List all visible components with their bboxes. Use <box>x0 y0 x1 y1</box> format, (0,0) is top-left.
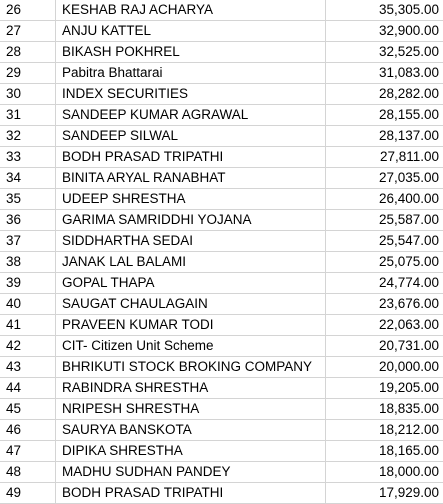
table-row[interactable] <box>0 42 443 63</box>
amount-cell[interactable]: 17,929.00 <box>325 483 443 503</box>
amount-cell[interactable]: 35,305.00 <box>325 0 443 20</box>
table-row[interactable] <box>0 168 443 189</box>
amount-cell[interactable]: 20,731.00 <box>325 336 443 356</box>
amount-cell[interactable]: 24,774.00 <box>325 273 443 293</box>
name-cell[interactable]: NRIPESH SHRESTHA <box>55 399 325 419</box>
row-number-cell[interactable]: 36 <box>6 212 22 227</box>
table-row[interactable] <box>0 315 443 336</box>
table-row[interactable] <box>0 21 443 42</box>
amount-cell[interactable]: 27,035.00 <box>325 168 443 188</box>
row-number-cell[interactable]: 49 <box>6 485 22 500</box>
row-number-cell[interactable]: 31 <box>6 107 22 122</box>
name-cell[interactable]: BODH PRASAD TRIPATHI <box>55 147 325 167</box>
amount-cell[interactable]: 27,811.00 <box>325 147 443 167</box>
name-cell[interactable]: UDEEP SHRESTHA <box>55 189 325 209</box>
row-number-cell[interactable]: 40 <box>6 296 22 311</box>
table-row[interactable] <box>0 273 443 294</box>
name-cell[interactable]: GARIMA SAMRIDDHI YOJANA <box>55 210 325 230</box>
name-cell[interactable]: JANAK LAL BALAMI <box>55 252 325 272</box>
amount-cell[interactable]: 19,205.00 <box>325 378 443 398</box>
table-row[interactable] <box>0 147 443 168</box>
row-number-cell[interactable]: 47 <box>6 443 22 458</box>
row-number-cell[interactable]: 27 <box>6 23 22 38</box>
table-row[interactable] <box>0 399 443 420</box>
table-row[interactable] <box>0 126 443 147</box>
table-row[interactable] <box>0 420 443 441</box>
row-number-cell[interactable]: 38 <box>6 254 22 269</box>
row-number-cell[interactable]: 37 <box>6 233 22 248</box>
name-cell[interactable]: BHRIKUTI STOCK BROKING COMPANY <box>55 357 325 377</box>
name-cell[interactable]: DIPIKA SHRESTHA <box>55 441 325 461</box>
name-cell[interactable]: KESHAB RAJ ACHARYA <box>55 0 325 20</box>
name-cell[interactable]: CIT- Citizen Unit Scheme <box>55 336 325 356</box>
row-number-cell[interactable]: 42 <box>6 338 22 353</box>
row-number-cell[interactable]: 48 <box>6 464 22 479</box>
amount-cell[interactable]: 23,676.00 <box>325 294 443 314</box>
row-number-cell[interactable]: 44 <box>6 380 22 395</box>
name-cell[interactable]: GOPAL THAPA <box>55 273 325 293</box>
amount-cell[interactable]: 32,900.00 <box>325 21 443 41</box>
amount-cell[interactable]: 31,083.00 <box>325 63 443 83</box>
row-number-cell[interactable]: 33 <box>6 149 22 164</box>
name-cell[interactable]: INDEX SECURITIES <box>55 84 325 104</box>
amount-cell[interactable]: 25,547.00 <box>325 231 443 251</box>
row-number-cell[interactable]: 39 <box>6 275 22 290</box>
name-cell[interactable]: BINITA ARYAL RANABHAT <box>55 168 325 188</box>
table-row[interactable] <box>0 105 443 126</box>
name-cell[interactable]: SANDEEP SILWAL <box>55 126 325 146</box>
amount-cell[interactable]: 26,400.00 <box>325 189 443 209</box>
row-number-cell[interactable]: 26 <box>6 2 22 17</box>
amount-cell[interactable]: 20,000.00 <box>325 357 443 377</box>
name-cell[interactable]: BODH PRASAD TRIPATHI <box>55 483 325 503</box>
row-number-cell[interactable]: 29 <box>6 65 22 80</box>
row-number-cell[interactable]: 41 <box>6 317 22 332</box>
amount-cell[interactable]: 18,000.00 <box>325 462 443 482</box>
name-cell[interactable]: Pabitra Bhattarai <box>55 63 325 83</box>
amount-cell[interactable]: 18,212.00 <box>325 420 443 440</box>
table-row[interactable] <box>0 189 443 210</box>
row-number-cell[interactable]: 34 <box>6 170 22 185</box>
name-cell[interactable]: RABINDRA SHRESTHA <box>55 378 325 398</box>
table-row[interactable] <box>0 231 443 252</box>
table-row[interactable] <box>0 462 443 483</box>
row-number-cell[interactable]: 46 <box>6 422 22 437</box>
amount-cell[interactable]: 22,063.00 <box>325 315 443 335</box>
amount-cell[interactable]: 28,155.00 <box>325 105 443 125</box>
table-row[interactable] <box>0 63 443 84</box>
row-number-cell[interactable]: 35 <box>6 191 22 206</box>
table-row[interactable] <box>0 252 443 273</box>
table-row[interactable] <box>0 294 443 315</box>
row-number-cell[interactable]: 43 <box>6 359 22 374</box>
table-row[interactable] <box>0 357 443 378</box>
table-row[interactable] <box>0 378 443 399</box>
name-cell[interactable]: SIDDHARTHA SEDAI <box>55 231 325 251</box>
table-row[interactable] <box>0 483 443 504</box>
table-row[interactable] <box>0 210 443 231</box>
name-cell[interactable]: MADHU SUDHAN PANDEY <box>55 462 325 482</box>
amount-cell[interactable]: 25,075.00 <box>325 252 443 272</box>
name-cell[interactable]: ANJU KATTEL <box>55 21 325 41</box>
name-cell[interactable]: SAUGAT CHAULAGAIN <box>55 294 325 314</box>
amount-cell[interactable]: 18,835.00 <box>325 399 443 419</box>
row-number-cell[interactable]: 30 <box>6 86 22 101</box>
name-cell[interactable]: SAURYA BANSKOTA <box>55 420 325 440</box>
name-cell[interactable]: BIKASH POKHREL <box>55 42 325 62</box>
table-row[interactable] <box>0 441 443 462</box>
name-cell[interactable]: SANDEEP KUMAR AGRAWAL <box>55 105 325 125</box>
amount-cell[interactable]: 32,525.00 <box>325 42 443 62</box>
amount-cell[interactable]: 18,165.00 <box>325 441 443 461</box>
amount-cell[interactable]: 25,587.00 <box>325 210 443 230</box>
amount-cell[interactable]: 28,282.00 <box>325 84 443 104</box>
table-row[interactable] <box>0 0 443 21</box>
table-row[interactable] <box>0 336 443 357</box>
row-number-cell[interactable]: 45 <box>6 401 22 416</box>
row-number-cell[interactable]: 32 <box>6 128 22 143</box>
amount-cell[interactable]: 28,137.00 <box>325 126 443 146</box>
row-number-cell[interactable]: 28 <box>6 44 22 59</box>
table-row[interactable] <box>0 84 443 105</box>
name-cell[interactable]: PRAVEEN KUMAR TODI <box>55 315 325 335</box>
